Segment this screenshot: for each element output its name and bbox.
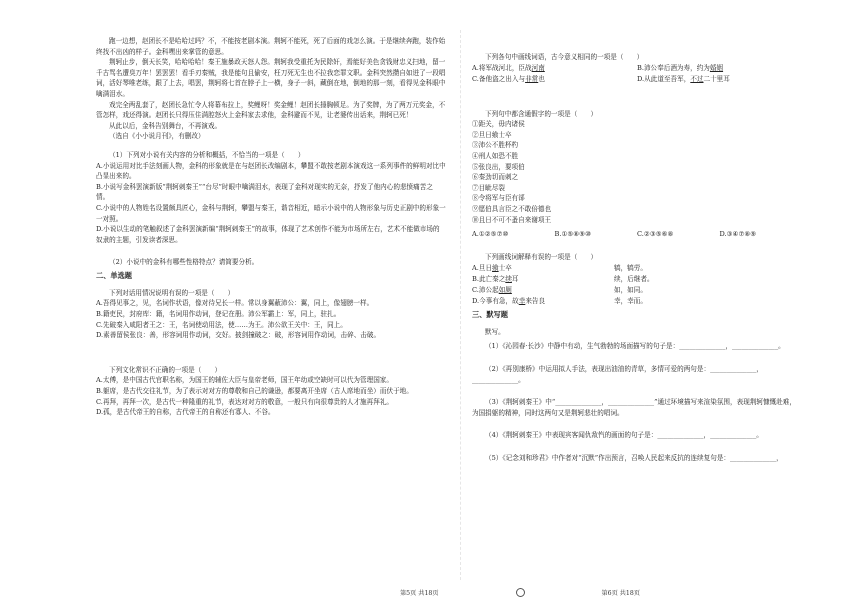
question-6-stem: 下列句中都含通假字的一项是（ ）	[485, 109, 598, 118]
question-7-option-d: D.今事有急，故幸来告良 幸，幸而。	[472, 296, 647, 305]
dictation-item-5: （5）《记念刘和珍君》中作者对“沉默”作出预言，召唤人民起来反抗的连续复句是：______________，	[485, 453, 783, 462]
dictation-item-2: （2）《再别康桥》中运用拟人手法，表现出油油的青草，多情可爱的两句是：______________，	[485, 364, 763, 373]
passage-paragraph: 戏完全两乱套了，赵团长急忙令人将幕布拉上，奖鲤呀！奖金鲤！赵团长捶胸顿足。为了奖牌，为了两万元奖金，不管怎样，戏还得演。赵团长只得压住满腔怒火上金科家去求他，金科避而不见，让老婆传出话来，荆轲已死！	[96, 100, 446, 120]
question-4-option-b: B.躯席，是古代交往礼节，为了表示对对方的尊敬和自己的谦逊，都要离开坐席（古人席地而坐）而伏于地。	[96, 387, 413, 396]
question-6-item: ⑧令将军与臣有郤	[472, 194, 525, 203]
left-page-number: 第5页 共18页	[400, 590, 439, 597]
section-heading-single-choice: 二、单选题	[96, 270, 132, 280]
question-4-option-d: D.孤，是古代帝王的自称，古代帝王的自称还有寡人、不谷。	[96, 408, 275, 417]
question-6-answer-a: A.①②⑤⑦⑩	[472, 230, 509, 239]
question-2-stem: （2）小说中的金科有哪些性格特点？请简要分析。	[109, 258, 259, 267]
question-6-item: ⑦目眦尽裂	[472, 183, 505, 192]
question-1-option-a: A.小说运用对比手法刻画人物，金科的形象就是在与赵团长改编剧本，攀盟不敢按老剧本演戏这一系列事件的鲜明对比中凸显出来的。	[96, 161, 446, 181]
question-6-answers	[472, 229, 802, 240]
question-5-stem: 下列各句中画线词语，古今意义相同的一项是（ ）	[485, 53, 644, 61]
question-6-item: ⑨愿伯具言臣之不敢倍德也	[472, 204, 552, 213]
question-1-option-b: B.小说写金科罢演新版“荆轲刺秦王”“台尽”时眼中噙满泪水，表现了金科对现实的无奈，抒发了他内心的悲愤痛苦之情。	[96, 182, 433, 202]
circle-icon	[516, 588, 525, 597]
dictation-item-3: （3）《荆轲刺秦王》中“______________，______________”通过环境描写来渲染氛围，表现荆轲慷慨赴难，	[485, 398, 796, 407]
question-3-stem: 下列对话用情况说明有误的一项是（ ）	[109, 288, 235, 297]
question-6-item: ④刑人如恐不胜	[472, 151, 519, 160]
question-5-options-row	[472, 74, 802, 85]
right-column	[472, 52, 802, 463]
question-6-item: ②旦日飨士卒	[472, 130, 512, 139]
question-1-option-d: D.小说以生动的笔触叙述了金科罢演新编“荆轲刺秦王”的故事，体现了艺术创作不能为市场所左右，艺术不能做市场的奴隶的主题，引发读者深思。	[96, 225, 440, 244]
question-3-option-b: B.籍吏民，封府库：籍，名词用作动词，登记在册。沛公军霸上：军，同上，驻扎。	[96, 310, 341, 319]
question-6-item: ③沛公不胜杯杓	[472, 141, 519, 150]
question-7-stem: 下列画线词解释有误的一项是（ ）	[485, 253, 598, 262]
dictation-item-2-cont: ______________。	[472, 375, 525, 384]
question-7-option-c: C.沛公起如厕 如，如同。	[472, 285, 647, 294]
question-5-option-b: B.沛公奉后酒为寿，约为婚姻	[637, 63, 724, 72]
dictation-title: 默写。	[485, 327, 505, 336]
question-3-option-d: D.素善留侯张良：善，形容词用作动词，交好。披剑撞破之：破，形容词用作动词，击碎、击破。	[96, 331, 381, 340]
question-4-option-a: A.太傅，是中国古代官职名称，为国王的辅佐大臣与皇帝老师，国王年幼或空缺时可以代为管理国家。	[96, 376, 393, 385]
page-footer	[400, 588, 640, 597]
question-7-option-a: A.旦日飨士卒 犒，犒劳。	[472, 263, 647, 272]
question-1-option-c: C.小说中的人物姓名设置颇具匠心，金科与荆轲，攀盟与秦王，谐音相近，暗示小说中的人物形象与历史正剧中的形象一一对照。	[96, 203, 446, 223]
question-6-item: ①距关，毋内诸侯	[472, 120, 525, 129]
question-3-option-c: C.先破秦入咸阳者王之：王，名词使动用法，使……为王。沛公欲王关中：王，同上。	[96, 320, 347, 329]
right-page-number: 第6页 共18页	[601, 590, 640, 597]
question-6-item: ⑩且日不可不蚤自来谢项王	[472, 215, 552, 224]
question-7-option-b: B.此亡秦之续耳 续，后继者。	[472, 274, 654, 283]
question-5-option-a: A.将军战河北，臣战河南	[472, 63, 545, 72]
dictation-item-1: （1）《沁园春·长沙》中静中有动，生气勃勃的场面描写的句子是：______________，______________。	[485, 342, 785, 351]
question-6-answer-b: B.①⑤⑧⑨⑩	[554, 230, 591, 239]
question-1-stem: （1）下列对小说有关内容的分析和概括，不恰当的一项是（ ）	[109, 150, 305, 159]
question-4-stem: 下列文化常识不正确的一项是（ ）	[109, 365, 222, 374]
passage-source: （选自《小小说月刊》，有删改）	[109, 132, 205, 141]
question-3-option-a: A.吾得见事之，见，名词作状语，像对待兄长一样。常以身翼蔽沛公：翼，同上，像翅膀一样。	[96, 299, 374, 308]
question-5-options-row	[472, 63, 802, 74]
passage-paragraph: 从此以后，金科告别舞台，不再演戏。	[109, 121, 222, 130]
question-6-answer-c: C.②③⑤⑥⑧	[637, 230, 674, 239]
question-6-answer-d: D.③④⑦⑧⑨	[719, 230, 757, 239]
right-page	[460, 0, 860, 608]
dictation-item-4: （4）《荆轲刺秦王》中表现宾客闻仇敌忾的画面的句子是：______________，______________。	[485, 431, 763, 440]
question-5-option-d: D.从此道至吾军，不过二十里耳	[637, 74, 730, 83]
dictation-item-3-cont: 为国捐躯的精神，同时这两句又是荆轲悲壮的唱词。	[472, 408, 624, 417]
section-heading-dictation: 三、默写题	[472, 309, 508, 319]
passage-paragraph: 跑一边想，赵团长不是哈哈过吗？不，不能按老剧本演。荆轲不能死，死了后面的戏怎么演。于是继续奔跑，装作始终找不出凶的样子。金科嘿出来掌管的意思。	[96, 37, 446, 56]
question-4-option-c: C.再拜，再拜一次，是古代一种隆重的礼节，表达对对方的敬意，一般只有向很尊贵的人才施再拜礼。	[96, 397, 394, 406]
passage-paragraph: 荆轲止步，倒天长笑，哈哈哈哈！秦王施暴政天怒人怨。荆轲我受重托为民除奸，焉能好美色贪钱财忠义扫地，留一千古骂名遭臭万年！罢罢罢！看手刃秦贼，我是能句且偷安，枉刀死无生也不拉我恋罪文职。金科突然攒自如迸了一段唱词，活好琴唯老练，跟了上去，唱罢，荆轲将七首在脖子上一横，身子一斜，藏倒在地，倒地的那一刻，看得见金科眼中噙满泪水。	[96, 58, 446, 98]
left-column	[96, 36, 446, 418]
question-5-option-c: C.备他盗之出入与非常也	[472, 74, 545, 83]
question-6-item: ⑤张良出，要项伯	[472, 162, 525, 171]
question-6-item: ⑥秦劲切而刺之	[472, 173, 519, 182]
